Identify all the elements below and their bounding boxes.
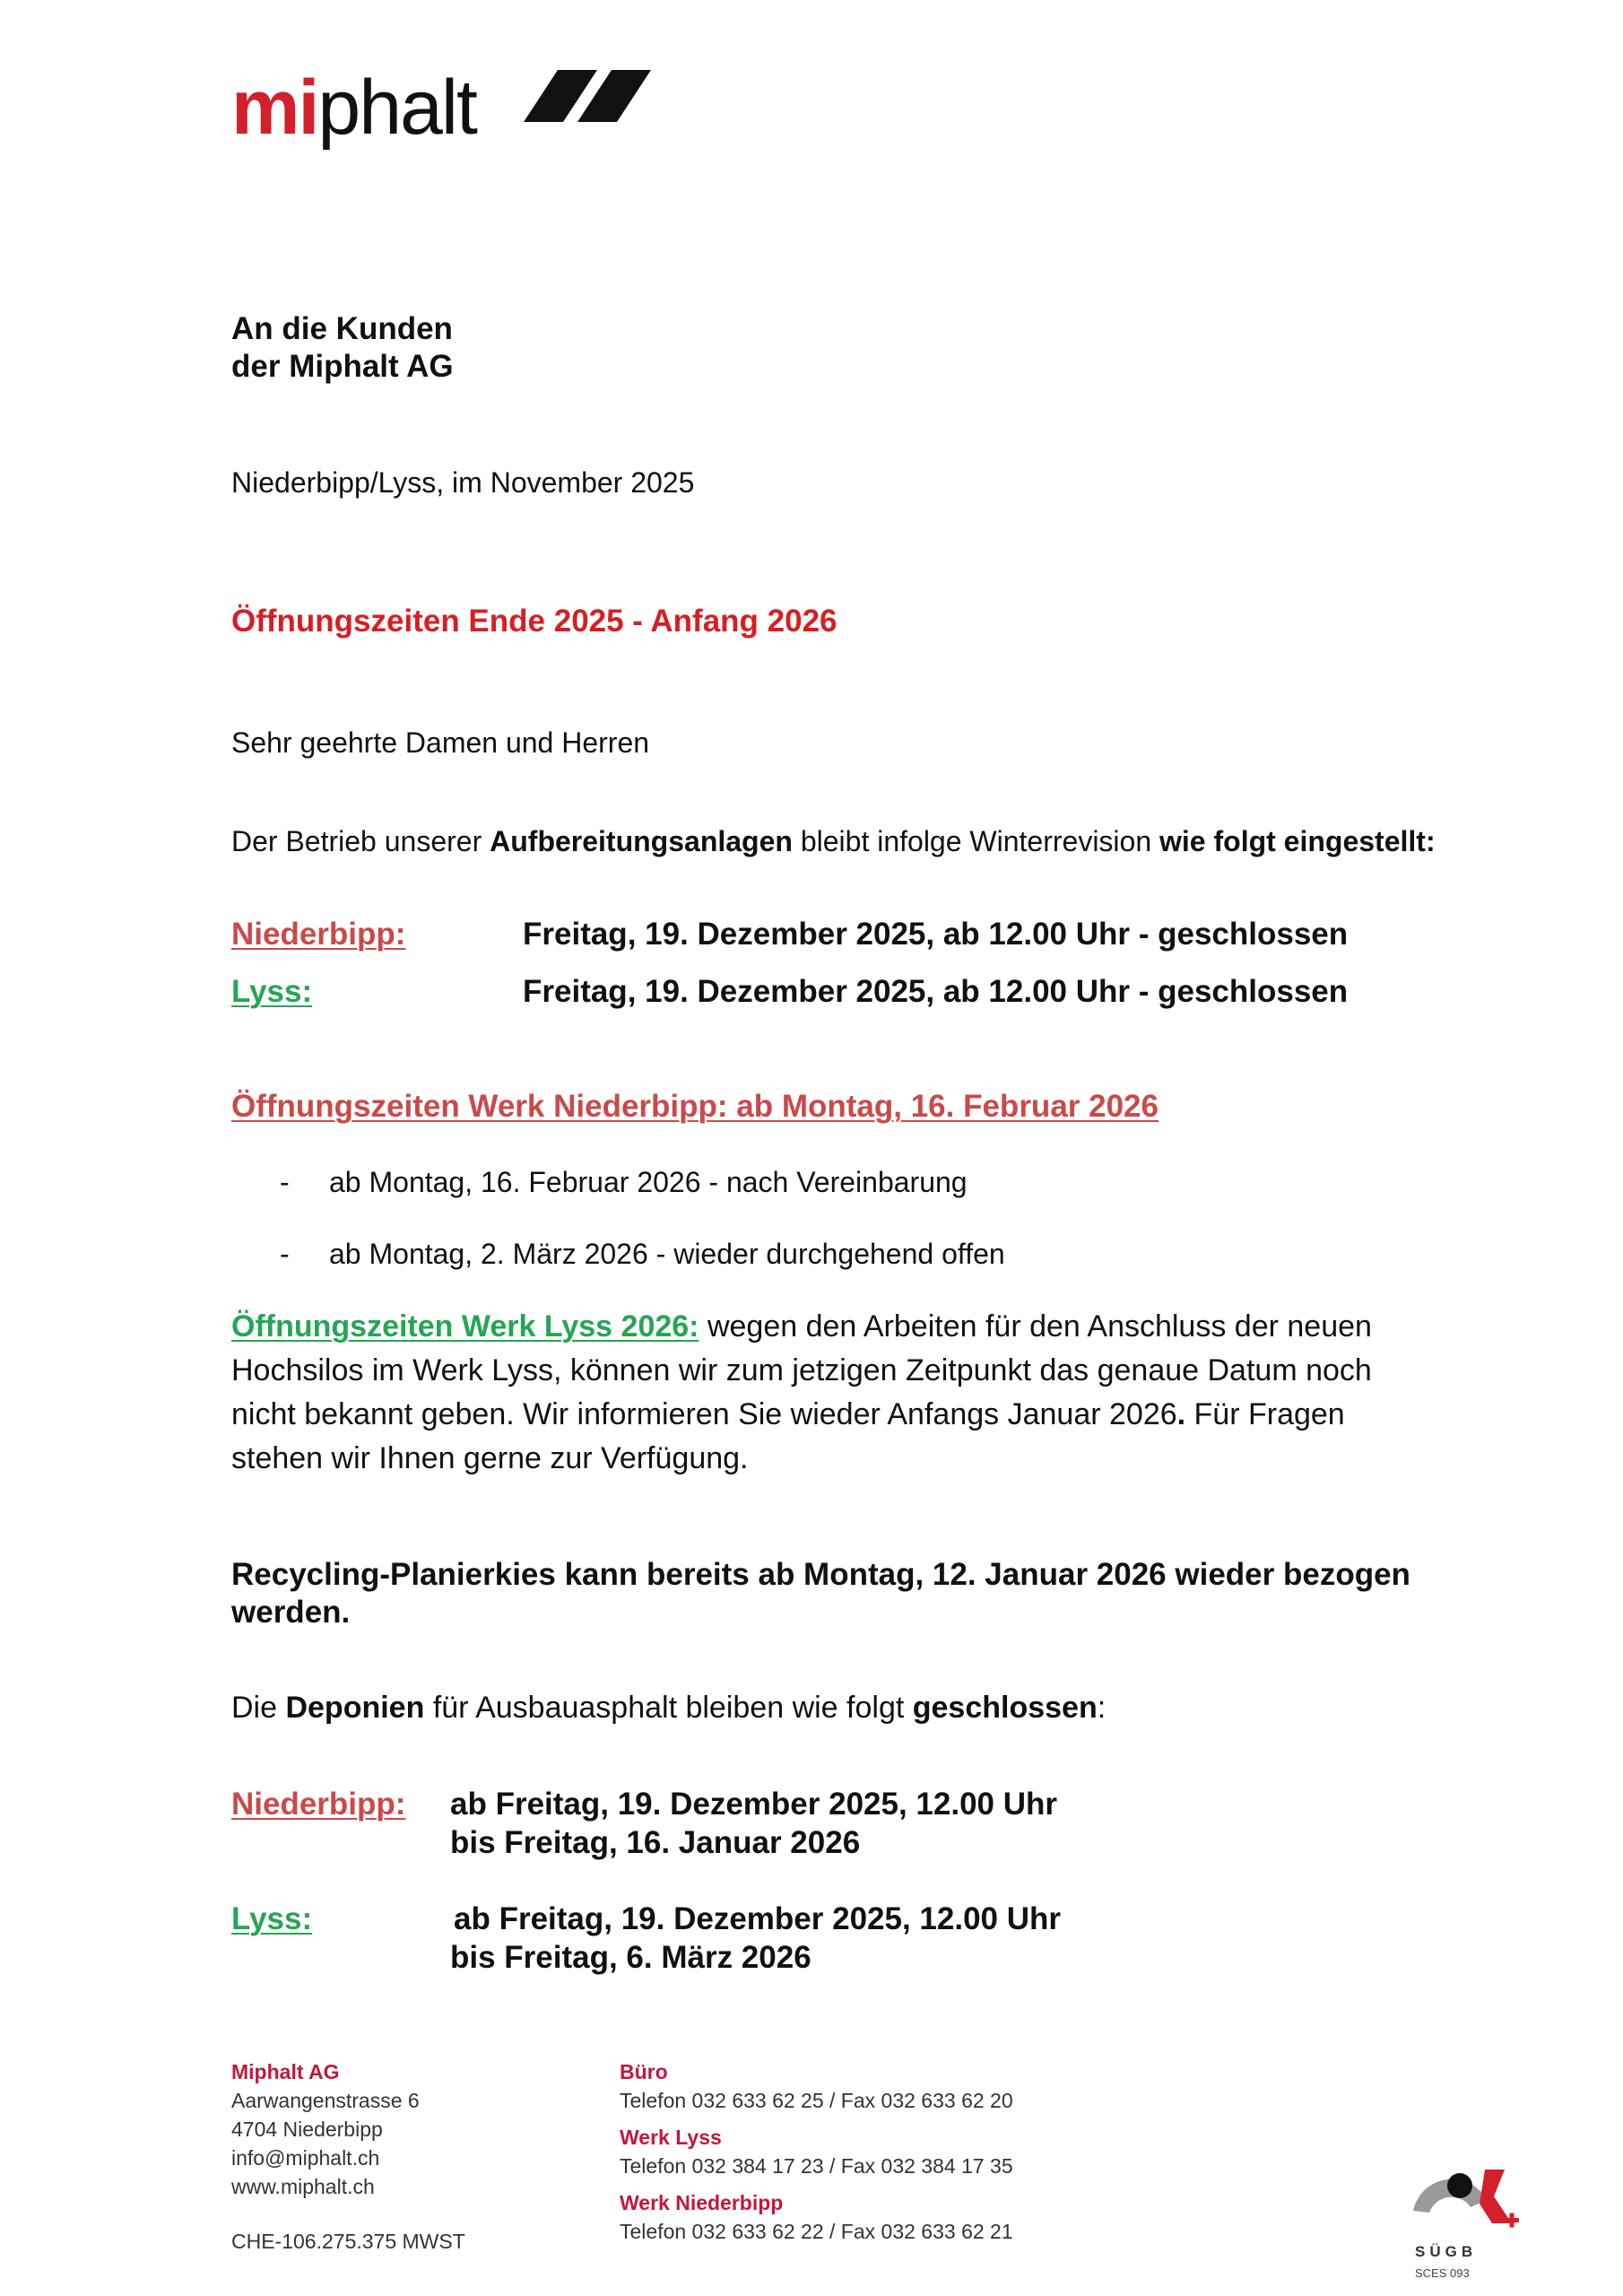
closure-place-niederbipp: Niederbipp:: [231, 917, 406, 952]
intro-bold2: wie folgt eingestellt:: [1159, 825, 1436, 857]
bullet-dash: -: [280, 1166, 290, 1198]
footer-address-street: Aarwangenstrasse 6: [231, 2089, 420, 2112]
niederbipp-hours-heading: Öffnungszeiten Werk Niederbipp: ab Montag, 16. Februar 2026: [231, 1089, 1159, 1124]
footer-company: Miphalt AG: [231, 2060, 340, 2083]
bullet-item: ab Montag, 2. März 2026 - wieder durchgehend offen: [329, 1238, 1005, 1270]
logo-phalt: phalt: [317, 65, 476, 151]
recipient-line2: der Miphalt AG: [231, 349, 454, 384]
deponien-text3: :: [1097, 1691, 1107, 1725]
footer-office-phone: Telefon 032 384 17 23 / Fax 032 384 17 35: [620, 2154, 1013, 2178]
sugb-code: SCES 093: [1415, 2266, 1470, 2280]
lyss-hours-text3a: nicht bekannt geben. Wir informieren Sie wieder Anfangs Januar 2026: [231, 1397, 1177, 1431]
bullet-dash: -: [280, 1238, 290, 1270]
sugb-emblem-icon: [1408, 2166, 1524, 2242]
lyss-hours-text1: wegen den Arbeiten für den Anschluss der neuen: [699, 1309, 1372, 1344]
miphalt-logo: [231, 63, 662, 152]
intro-paragraph: [231, 822, 1436, 860]
deponie-to-niederbipp: bis Freitag, 16. Januar 2026: [450, 1825, 861, 1860]
recycling-line2: werden.: [231, 1595, 351, 1630]
deponie-from-lyss: ab Freitag, 19. Dezember 2025, 12.00 Uhr: [454, 1901, 1061, 1936]
deponie-place-niederbipp: Niederbipp:: [231, 1787, 406, 1822]
logo-wordmark: [231, 63, 476, 152]
date-line: Niederbipp/Lyss, im November 2025: [231, 466, 695, 499]
salutation: Sehr geehrte Damen und Herren: [231, 726, 650, 759]
closure-text-niederbipp: Freitag, 19. Dezember 2025, ab 12.00 Uhr - geschlossen: [523, 917, 1349, 952]
footer-office-phone: Telefon 032 633 62 25 / Fax 032 633 62 20: [620, 2089, 1013, 2112]
footer-office-name: Werk Lyss: [620, 2126, 722, 2149]
footer-website: www.miphalt.ch: [231, 2175, 375, 2198]
deponien-text1: Die: [231, 1691, 286, 1725]
lyss-hours-line4: stehen wir Ihnen gerne zur Verfügung.: [231, 1441, 749, 1475]
lyss-hours-text3c: Für Fragen: [1185, 1397, 1345, 1431]
subject-heading: Öffnungszeiten Ende 2025 - Anfang 2026: [231, 604, 838, 639]
lyss-hours-bold-dot: .: [1176, 1397, 1186, 1431]
footer-address-city: 4704 Niederbipp: [231, 2118, 383, 2141]
logo-mi: mi: [231, 65, 318, 151]
closure-place-lyss: Lyss:: [231, 974, 313, 1009]
footer-office-name: Werk Niederbipp: [620, 2191, 784, 2214]
lyss-hours-heading: Öffnungszeiten Werk Lyss 2026:: [231, 1309, 699, 1344]
lyss-hours-line3: [231, 1393, 1345, 1437]
lyss-hours-line1: [231, 1305, 1372, 1349]
deponien-text2: für Ausbauasphalt bleiben wie folgt: [424, 1691, 913, 1725]
recycling-line1: Recycling-Planierkies kann bereits ab Montag, 12. Januar 2026 wieder bezogen: [231, 1557, 1410, 1592]
deponien-bold2: geschlossen: [912, 1691, 1098, 1725]
deponie-place-lyss: Lyss:: [231, 1901, 313, 1936]
lyss-hours-line2: Hochsilos im Werk Lyss, können wir zum jetzigen Zeitpunkt das genaue Datum noch: [231, 1353, 1372, 1387]
deponien-paragraph: [231, 1686, 1106, 1730]
deponie-from-niederbipp: ab Freitag, 19. Dezember 2025, 12.00 Uhr: [450, 1787, 1057, 1822]
deponien-bold1: Deponien: [285, 1691, 425, 1725]
logo-stripes-icon: [524, 70, 658, 126]
sugb-label: SÜGB: [1415, 2243, 1478, 2260]
intro-text2: bleibt infolge Winterrevision: [792, 825, 1160, 857]
sugb-certification-logo: [1408, 2166, 1524, 2278]
intro-text1: Der Betrieb unserer: [231, 825, 490, 857]
footer-office-name: Büro: [620, 2060, 668, 2083]
footer-office-phone: Telefon 032 633 62 22 / Fax 032 633 62 21: [620, 2220, 1013, 2243]
intro-bold1: Aufbereitungsanlagen: [490, 825, 793, 857]
deponie-to-lyss: bis Freitag, 6. März 2026: [450, 1940, 812, 1975]
footer-vat: CHE-106.275.375 MWST: [231, 2230, 465, 2253]
footer-email: info@miphalt.ch: [231, 2146, 380, 2170]
bullet-item: ab Montag, 16. Februar 2026 - nach Vereinbarung: [329, 1166, 968, 1198]
closure-text-lyss: Freitag, 19. Dezember 2025, ab 12.00 Uhr - geschlossen: [523, 974, 1349, 1009]
recipient-line1: An die Kunden: [231, 311, 453, 346]
